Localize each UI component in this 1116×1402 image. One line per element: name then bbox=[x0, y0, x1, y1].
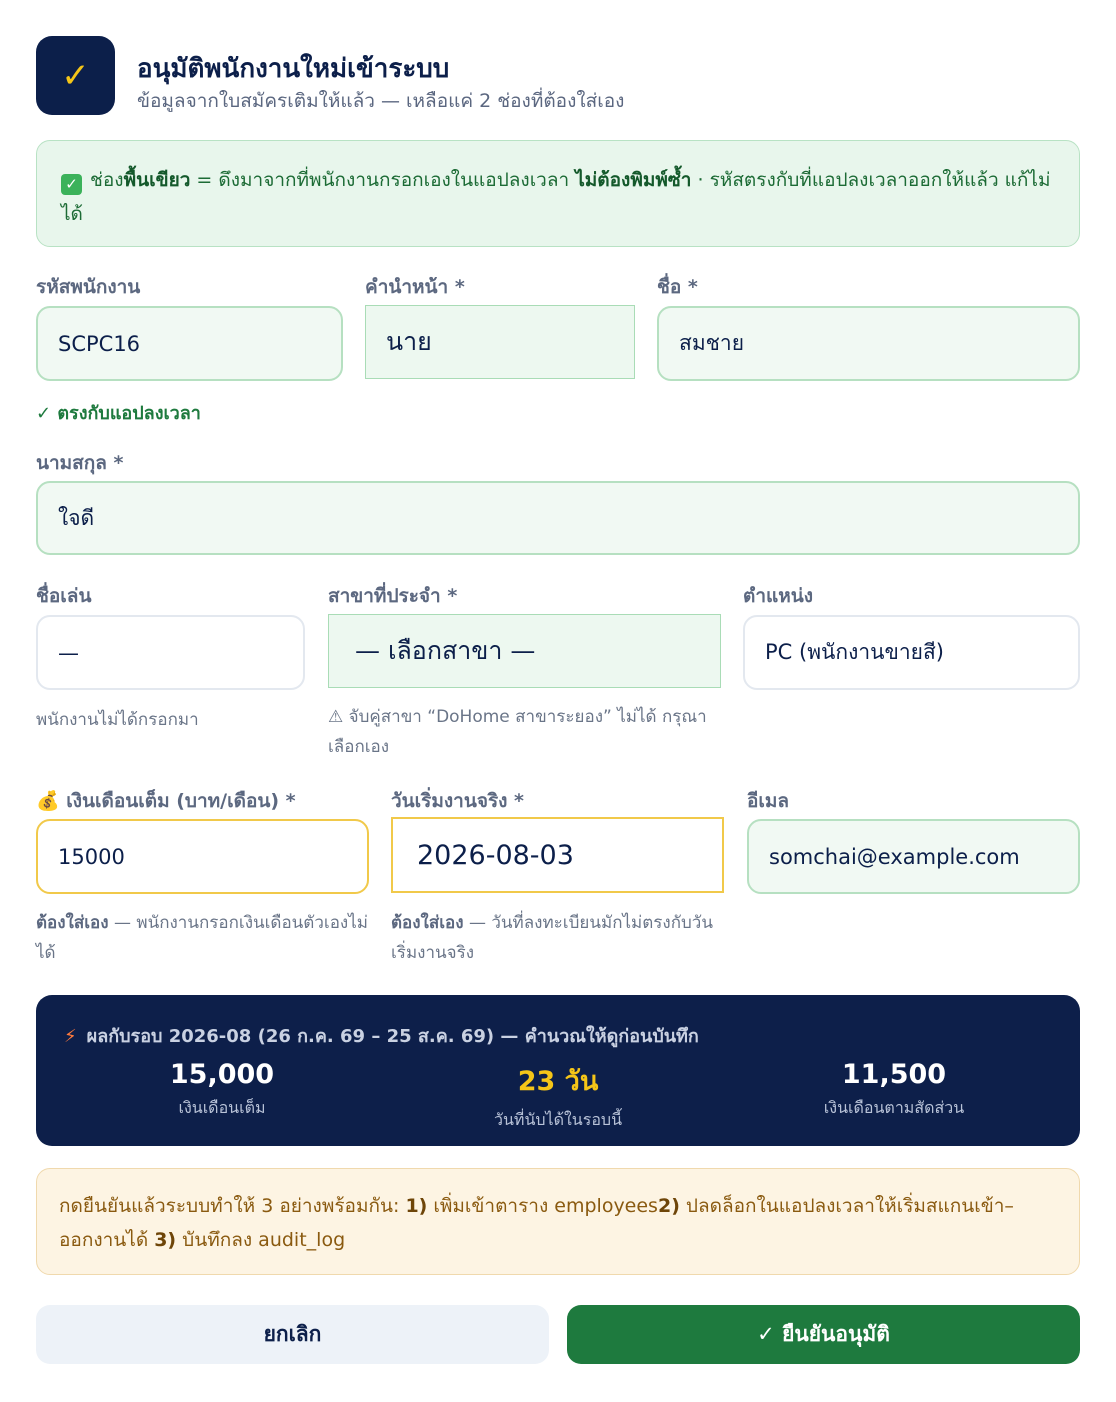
summary-heading-text: ผลกับรอบ 2026-08 (26 ก.ค. 69 – 25 ส.ค. 69) — คำนวณให้ดูก่อนบันทึก bbox=[86, 1026, 699, 1047]
info-no-retype: ไม่ต้องพิมพ์ซ้ำ bbox=[575, 169, 692, 191]
nickname-label: ชื่อเล่น bbox=[36, 585, 92, 607]
full-salary-stat bbox=[122, 1059, 322, 1121]
email-field[interactable]: somchai@example.com bbox=[747, 819, 1080, 894]
full-salary-value: 15,000 bbox=[169, 1059, 275, 1090]
start-date-input[interactable]: 2026-08-03 bbox=[391, 817, 724, 893]
cancel-button[interactable]: ยกเลิก bbox=[36, 1305, 549, 1364]
branch-warning: ⚠ จับคู่สาขา “DoHome สาขาระยอง” ไม่ได้ กรุณาเลือกเอง bbox=[328, 707, 707, 757]
branch-label: สาขาที่ประจำ * bbox=[328, 585, 458, 607]
info-suffix: · รหัสตรงกับที่แอปลงเวลาออกให้แล้ว แก้ไม่ได้ bbox=[61, 169, 1051, 225]
nickname-hint: พนักงานไม่ได้กรอกมา bbox=[36, 710, 199, 730]
notice-step-2: 2) bbox=[657, 1195, 680, 1217]
first-name-label: ชื่อ * bbox=[657, 276, 698, 298]
employee-id-label: รหัสพนักงาน bbox=[36, 276, 141, 298]
branch-select[interactable]: — เลือกสาขา — bbox=[328, 614, 721, 688]
employee-id-field: SCPC16 bbox=[36, 306, 343, 381]
last-name-label: นามสกุล * bbox=[36, 452, 124, 474]
prorated-value: 11,500 bbox=[841, 1059, 947, 1090]
salary-input[interactable]: 15000 bbox=[36, 819, 369, 894]
lightning-icon: ⚡ bbox=[64, 1026, 77, 1047]
days-caption: วันที่นับได้ในรอบนี้ bbox=[493, 1110, 623, 1129]
nickname-field[interactable]: — bbox=[36, 615, 305, 690]
notice-lead: กดยืนยันแล้วระบบทำให้ 3 อย่างพร้อมกัน: bbox=[59, 1195, 406, 1217]
notice-text-2: ปลดล็อกในแอปลงเวลาให้เริ่มสแกนเข้า–ออกงานได้ bbox=[59, 1195, 1014, 1251]
info-middle: = ดึงมาจากที่พนักงานกรอกเองในแอปลงเวลา bbox=[190, 169, 576, 191]
days-value: 23 วัน bbox=[517, 1066, 599, 1097]
salary-hint-bold: ต้องใส่เอง bbox=[36, 913, 109, 933]
id-match-text: ✓ ตรงกับแอปลงเวลา bbox=[36, 403, 201, 424]
info-prefix: ช่อง bbox=[90, 169, 124, 191]
email-label: อีเมล bbox=[747, 790, 790, 812]
last-name-field[interactable]: ใจดี bbox=[36, 481, 1080, 555]
salary-hint bbox=[36, 908, 371, 968]
title-select[interactable]: นาย bbox=[365, 305, 635, 379]
salary-label: 💰 เงินเดือนเต็ม (บาท/เดือน) * bbox=[36, 790, 296, 812]
position-field[interactable]: PC (พนักงานขายสี) bbox=[743, 615, 1080, 690]
checkbox-icon: ✓ bbox=[61, 174, 82, 195]
notice-text-3: บันทึกลง audit_log bbox=[176, 1229, 346, 1251]
start-date-label: วันเริ่มงานจริง * bbox=[391, 790, 524, 812]
info-banner bbox=[36, 140, 1080, 247]
notice-step-1: 1) bbox=[405, 1195, 428, 1217]
dialog-subtitle: ข้อมูลจากใบสมัครเติมให้แล้ว — เหลือแค่ 2 ช่องที่ต้องใส่เอง bbox=[137, 90, 625, 112]
notice-step-3: 3) bbox=[154, 1229, 177, 1251]
approve-button[interactable]: ✓ ยืนยันอนุมัติ bbox=[567, 1305, 1080, 1364]
start-date-hint-bold: ต้องใส่เอง bbox=[391, 913, 464, 933]
prorated-stat bbox=[794, 1059, 994, 1121]
dialog-title: อนุมัติพนักงานใหม่เข้าระบบ bbox=[137, 54, 450, 84]
prorated-caption: เงินเดือนตามสัดส่วน bbox=[823, 1098, 965, 1117]
start-date-hint bbox=[391, 908, 726, 968]
title-label: คำนำหน้า * bbox=[365, 276, 465, 298]
salary-hint-text: — พนักงานกรอกเงินเดือนตัวเองไม่ได้ bbox=[36, 913, 368, 963]
position-label: ตำแหน่ง bbox=[743, 585, 814, 607]
check-icon: ✓ bbox=[36, 36, 115, 115]
notice-text-1: เพิ่มเข้าตาราง employees bbox=[427, 1195, 658, 1217]
first-name-field[interactable]: สมชาย bbox=[657, 306, 1080, 381]
info-green-bold: พื้นเขียว bbox=[123, 169, 191, 191]
full-salary-caption: เงินเดือนเต็ม bbox=[178, 1098, 266, 1117]
confirm-notice bbox=[36, 1168, 1080, 1275]
start-date-hint-text: — วันที่ลงทะเบียนมักไม่ตรงกับวันเริ่มงานจริง bbox=[391, 913, 713, 963]
days-stat bbox=[458, 1059, 658, 1133]
summary-heading bbox=[64, 1021, 699, 1050]
payroll-summary bbox=[36, 995, 1080, 1146]
